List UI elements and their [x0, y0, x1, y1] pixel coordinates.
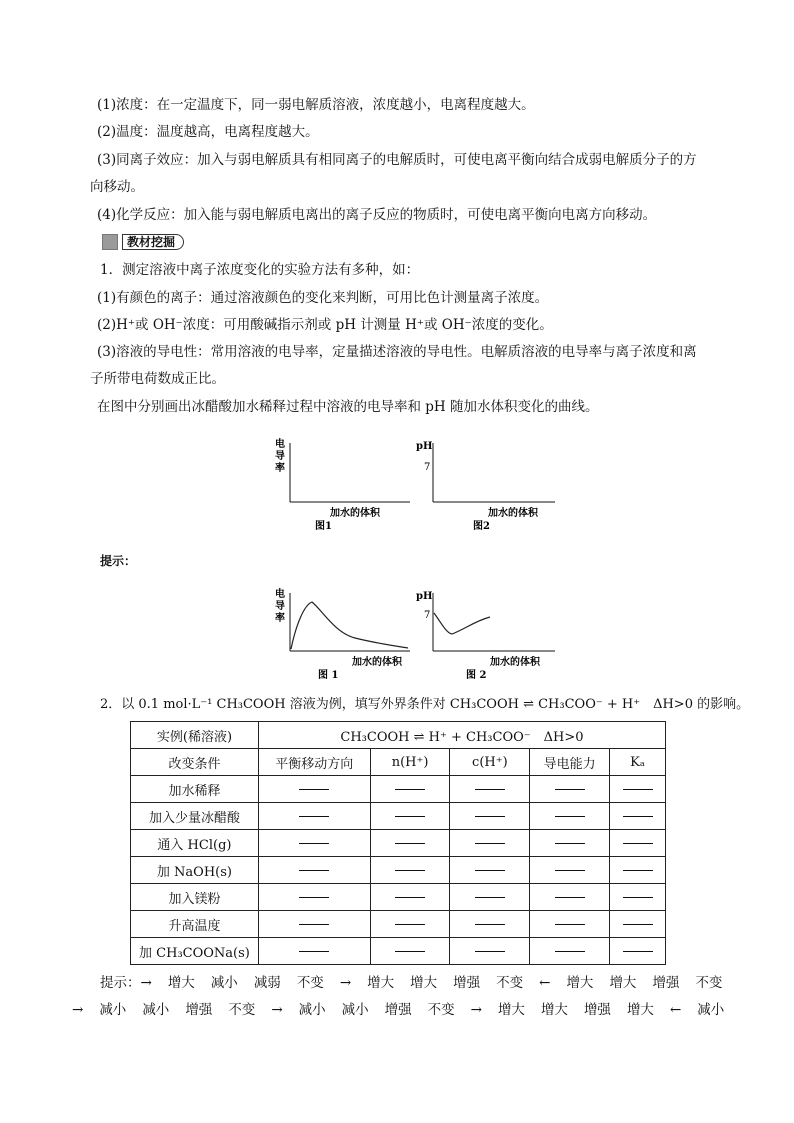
para-common-ion-line2: 向移动。 — [90, 179, 144, 195]
figure-1-answer — [275, 587, 410, 681]
fig1-caption: 图1 — [315, 521, 332, 532]
answer-blank[interactable] — [395, 789, 425, 790]
answer-blank[interactable] — [623, 951, 653, 952]
answer-token: 减弱 — [253, 975, 281, 991]
para-concentration: (1)浓度：在一定温度下，同一弱电解质溶液，浓度越小，电离程度越大。 — [97, 97, 535, 113]
ph-curve — [434, 613, 490, 634]
row-condition: 加 CH₃COONa(s) — [131, 938, 259, 965]
para-temperature: (2)温度：温度越高，电离程度越大。 — [97, 124, 319, 140]
answer-blank[interactable] — [623, 924, 653, 925]
q1-conductivity-line2: 子所带电荷数成正比。 — [90, 371, 225, 387]
answer-token: 增大 — [167, 975, 195, 991]
row-condition: 加入镁粉 — [131, 884, 259, 911]
answer-token: → — [72, 1002, 84, 1018]
answer-blank[interactable] — [623, 843, 653, 844]
fig2a-ylabel: pH — [416, 591, 433, 602]
q1-task: 在图中分别画出冰醋酸加水稀释过程中溶液的电导率和 pH 随加水体积变化的曲线。 — [97, 399, 599, 415]
answer-blank[interactable] — [555, 843, 585, 844]
answer-token: → — [470, 1002, 482, 1018]
answer-token: 减小 — [341, 1002, 369, 1018]
answer-blank[interactable] — [475, 843, 505, 844]
fig1-ylabel-char3: 率 — [275, 463, 285, 474]
table-row — [131, 830, 666, 857]
answer-figure — [270, 585, 560, 685]
answer-blank[interactable] — [395, 951, 425, 952]
header-condition: 改变条件 — [131, 749, 259, 776]
answer-token: 增大 — [566, 975, 594, 991]
answer-token: 不变 — [427, 1002, 455, 1018]
answer-blank[interactable] — [299, 951, 329, 952]
figure-2-answer — [416, 591, 555, 681]
answer-token: → — [339, 975, 352, 991]
answer-blank[interactable] — [299, 897, 329, 898]
table-row — [131, 803, 666, 830]
fig1-ylabel-char1: 电 — [275, 439, 285, 450]
answer-token: 减小 — [99, 1002, 127, 1018]
hint-label: 提示： — [100, 554, 137, 568]
fig2-caption: 图2 — [473, 521, 490, 532]
table-row — [131, 776, 666, 803]
answer-blank[interactable] — [475, 870, 505, 871]
answer-token: 增大 — [540, 1002, 568, 1018]
table-title-row — [131, 722, 666, 749]
answer-token: 增大 — [497, 1002, 525, 1018]
answer-token: 不变 — [228, 1002, 256, 1018]
fig2a-xlabel: 加水的体积 — [490, 657, 540, 668]
answer-line-2 — [72, 1000, 740, 1020]
answer-token: 减小 — [142, 1002, 170, 1018]
section-badge — [102, 234, 184, 250]
answer-token: 增大 — [626, 1002, 654, 1018]
answer-blank[interactable] — [555, 816, 585, 817]
answer-token: ← — [669, 1002, 682, 1018]
fig2-xlabel: 加水的体积 — [488, 508, 538, 519]
fig1a-caption: 图 1 — [318, 670, 339, 681]
answer-token: 增大 — [367, 975, 395, 991]
equation-cell: CH₃COOH ⇌ H⁺ + CH₃COO⁻ ΔH>0 — [258, 722, 665, 749]
answer-blank[interactable] — [555, 870, 585, 871]
fig2a-caption: 图 2 — [466, 670, 487, 681]
fig2-ylabel: pH — [416, 441, 433, 452]
q1-h-oh: (2)H⁺或 OH⁻浓度：可用酸碱指示剂或 pH 计测量 H⁺或 OH⁻浓度的变化。 — [97, 317, 553, 333]
conductivity-curve — [291, 602, 408, 649]
answer-blank[interactable] — [555, 789, 585, 790]
badge-label: 教材挖掘 — [122, 234, 184, 250]
fig1-ylabel-char2: 导 — [275, 451, 285, 462]
answer-token: 增强 — [185, 1002, 213, 1018]
q1-colored-ions: (1)有颜色的离子：通过溶液颜色的变化来判断，可用比色计测量离子浓度。 — [97, 290, 549, 306]
answer-blank[interactable] — [299, 816, 329, 817]
header-ka: Kₐ — [610, 749, 666, 776]
answer-blank[interactable] — [475, 789, 505, 790]
q1-conductivity-line1: (3)溶液的导电性：常用溶液的电导率，定量描述溶液的导电性。电解质溶液的电导率与离子浓度和离 — [97, 344, 697, 360]
header-shift: 平衡移动方向 — [258, 749, 370, 776]
fig1a-xlabel: 加水的体积 — [352, 657, 402, 668]
answer-token: 减小 — [697, 1002, 725, 1018]
answer-blank[interactable] — [395, 816, 425, 817]
answer-token: 增强 — [453, 975, 481, 991]
row-condition: 升高温度 — [131, 911, 259, 938]
header-c-h: c(H⁺) — [450, 749, 530, 776]
table-row — [131, 884, 666, 911]
table-row — [131, 857, 666, 884]
fig2a-tick-7: 7 — [424, 610, 431, 621]
answer-blank[interactable] — [623, 789, 653, 790]
answer-token: 增强 — [583, 1002, 611, 1018]
answer-token: 增大 — [609, 975, 637, 991]
header-n-h: n(H⁺) — [370, 749, 450, 776]
answer-blank[interactable] — [299, 924, 329, 925]
effects-table — [130, 721, 666, 965]
badge-square-icon — [102, 234, 118, 250]
answer-blank[interactable] — [623, 897, 653, 898]
answer-blank[interactable] — [395, 897, 425, 898]
blank-figure — [270, 435, 560, 540]
answer-blank[interactable] — [555, 897, 585, 898]
answer-token: → — [271, 1002, 283, 1018]
table-header-row — [131, 749, 666, 776]
para-chem-reaction: (4)化学反应：加入能与弱电解质电离出的离子反应的物质时，可使电离平衡向电离方向移动。 — [97, 207, 657, 223]
header-conductivity: 导电能力 — [530, 749, 610, 776]
fig1-xlabel: 加水的体积 — [330, 508, 380, 519]
fig1a-ylabel-char3: 率 — [275, 613, 285, 624]
answer-token: ← — [539, 975, 551, 991]
answer-token: 提示：→ — [100, 975, 152, 991]
row-condition: 通入 HCl(g) — [131, 830, 259, 857]
answer-blank[interactable] — [623, 816, 653, 817]
example-cell: 实例(稀溶液) — [131, 722, 259, 749]
answer-blank[interactable] — [299, 789, 329, 790]
answer-blank[interactable] — [395, 870, 425, 871]
answer-line-1 — [100, 973, 738, 993]
figure-1-blank — [275, 437, 410, 532]
fig1a-ylabel-char1: 电 — [275, 589, 285, 600]
answer-token: 减小 — [298, 1002, 326, 1018]
answer-token: 不变 — [296, 975, 324, 991]
q1-intro: 1．测定溶液中离子浓度变化的实验方法有多种，如： — [100, 262, 420, 278]
fig2-tick-7: 7 — [424, 462, 431, 473]
row-condition: 加 NaOH(s) — [131, 857, 259, 884]
answer-blank[interactable] — [475, 951, 505, 952]
answer-blank[interactable] — [475, 816, 505, 817]
row-condition: 加入少量冰醋酸 — [131, 803, 259, 830]
answer-blank[interactable] — [395, 924, 425, 925]
answer-token: 增强 — [384, 1002, 412, 1018]
para-common-ion-line1: (3)同离子效应：加入与弱电解质具有相同离子的电解质时，可使电离平衡向结合成弱电解质分子的方 — [97, 152, 697, 168]
figure-2-blank — [416, 441, 555, 532]
table-row — [131, 938, 666, 965]
answer-token: 不变 — [496, 975, 524, 991]
answer-blank[interactable] — [475, 924, 505, 925]
q2-intro: 2．以 0.1 mol·L⁻¹ CH₃COOH 溶液为例，填写外界条件对 CH₃COOH ⇌ CH₃COO⁻ + H⁺ ΔH>0 的影响。 — [100, 697, 750, 712]
answer-blank[interactable] — [299, 843, 329, 844]
answer-blank[interactable] — [299, 870, 329, 871]
row-condition: 加水稀释 — [131, 776, 259, 803]
table-row — [131, 911, 666, 938]
answer-blank[interactable] — [395, 843, 425, 844]
answer-blank[interactable] — [555, 951, 585, 952]
fig1a-ylabel-char2: 导 — [275, 601, 285, 612]
answer-token: 不变 — [695, 975, 723, 991]
answer-blank[interactable] — [555, 924, 585, 925]
answer-blank[interactable] — [623, 870, 653, 871]
answer-token: 增大 — [410, 975, 438, 991]
answer-token: 减小 — [210, 975, 238, 991]
answer-blank[interactable] — [475, 897, 505, 898]
answer-token: 增强 — [652, 975, 680, 991]
